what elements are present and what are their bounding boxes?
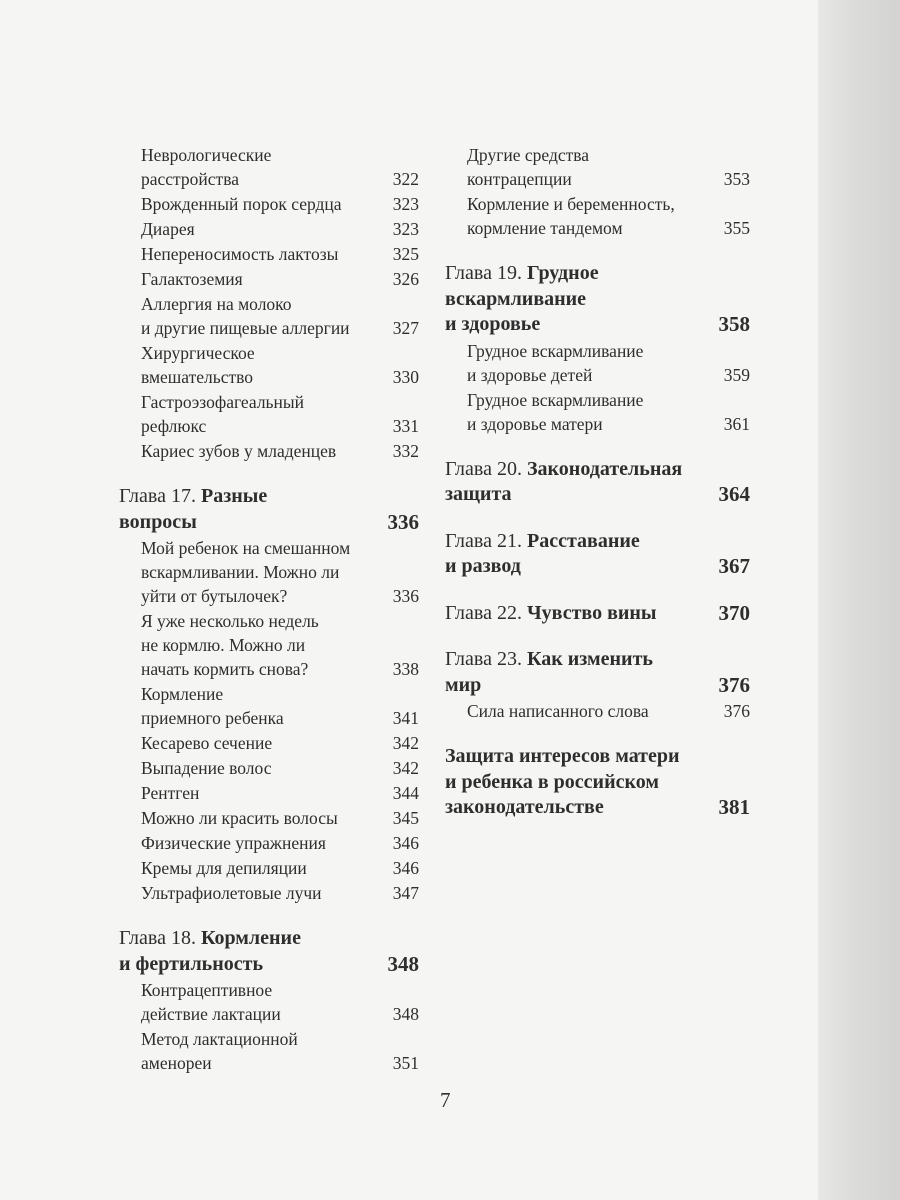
toc-entry-page: 359 <box>723 364 750 385</box>
chapter-title: Кормление и фертильность <box>119 927 301 975</box>
toc-entry-page: 322 <box>392 169 419 189</box>
chapter-heading <box>445 601 750 627</box>
toc-entry <box>141 781 419 805</box>
toc-entry-title: Грудное вскармливание и здоровье матери <box>467 389 644 434</box>
chapter-number: Глава 18. <box>119 927 201 949</box>
toc-entry <box>141 143 419 191</box>
toc-entry-title: Кремы для депиляции <box>141 858 307 878</box>
toc-entry-title: Мой ребенок на смешанном вскармливании. Можно ли уйти от бутылочек? <box>141 538 351 606</box>
toc-entry <box>141 192 419 216</box>
toc-entry-page: 325 <box>392 244 419 264</box>
toc-entry <box>467 699 750 723</box>
toc-entry-page: 338 <box>392 659 419 679</box>
chapter-number: Глава 21. <box>445 529 527 552</box>
toc-entry <box>141 609 419 681</box>
toc-entry-page: 347 <box>392 883 419 903</box>
chapter-heading <box>119 484 419 535</box>
toc-entry <box>141 1027 419 1075</box>
toc-left-column <box>119 143 419 1076</box>
toc-entry-page: 336 <box>392 586 419 606</box>
chapter-heading <box>119 926 419 977</box>
toc-entry-title: Я уже несколько недель не кормлю. Можно ли начать кормить снова? <box>141 611 319 679</box>
toc-entry <box>141 217 419 241</box>
toc-entry-title: Кормление приемного ребенка <box>141 684 284 728</box>
toc-entry-page: 348 <box>392 1004 419 1024</box>
toc-entry-page: 327 <box>392 318 419 338</box>
toc-entry <box>467 143 750 191</box>
chapter-title: Законодательная защита <box>445 457 683 505</box>
chapter-page: 358 <box>718 312 750 336</box>
toc-entry-page: 344 <box>392 783 419 803</box>
toc-entry <box>141 536 419 608</box>
chapter-heading-text <box>445 457 709 508</box>
toc-entry-title: Неврологические расстройства <box>141 145 272 189</box>
chapter-number: Глава 17. <box>119 485 201 507</box>
chapter-page: 348 <box>387 951 419 976</box>
toc-entry-page: 326 <box>392 269 419 289</box>
toc-entry-title: Выпадение волос <box>141 758 272 778</box>
toc-right-column <box>445 143 750 822</box>
toc-entry <box>141 242 419 266</box>
chapter-page: 367 <box>718 554 750 578</box>
toc-entry <box>141 292 419 340</box>
chapter-title: Чувство вины <box>526 601 657 624</box>
toc-entry-page: 351 <box>392 1053 419 1073</box>
toc-entry-page: 346 <box>392 858 419 878</box>
toc-entry <box>141 341 419 389</box>
toc-entry-page: 323 <box>392 194 419 214</box>
chapter-heading-text <box>445 647 709 698</box>
toc-entry-title: Кормление и беременность, кормление тандемом <box>467 194 675 238</box>
toc-entry-page: 342 <box>392 758 419 778</box>
toc-entry-page: 332 <box>392 441 419 461</box>
chapter-title: Расставание и развод <box>445 529 640 577</box>
toc-entry-title: Контрацептивное действие лактации <box>141 980 281 1024</box>
chapter-heading <box>445 744 750 821</box>
toc-entry-page: 376 <box>723 701 750 721</box>
page-number: 7 <box>440 1088 451 1112</box>
toc-entry-title: Ультрафиолетовые лучи <box>141 883 322 903</box>
chapter-heading-text <box>119 484 378 535</box>
toc-entry-page: 323 <box>392 219 419 239</box>
toc-entry <box>141 831 419 855</box>
chapter-page: 376 <box>718 672 750 697</box>
chapter-page: 381 <box>718 795 750 819</box>
toc-entry <box>141 756 419 780</box>
toc-entry-page: 345 <box>392 808 419 828</box>
chapter-heading <box>445 529 750 580</box>
toc-entry-title: Грудное вскармливание и здоровье детей <box>467 340 644 385</box>
toc-entry-title: Галактоземия <box>141 269 243 289</box>
toc-entry <box>141 881 419 905</box>
toc-entry-page: 342 <box>392 733 419 753</box>
chapter-number: Глава 20. <box>445 457 527 480</box>
toc-entry <box>141 390 419 438</box>
toc-entry-title: Другие средства контрацепции <box>467 145 590 189</box>
toc-entry <box>467 339 750 387</box>
toc-entry <box>141 731 419 755</box>
toc-entry <box>141 682 419 730</box>
chapter-heading-text <box>445 261 709 338</box>
chapter-heading-text <box>119 926 378 977</box>
chapter-heading-text <box>445 601 709 627</box>
toc-entry-page: 355 <box>723 218 750 238</box>
chapter-title: Разные вопросы <box>119 485 268 533</box>
chapter-number: Глава 19. <box>445 262 527 284</box>
toc-entry-page: 346 <box>392 833 419 853</box>
toc-entry-title: Непереносимость лактозы <box>141 244 339 264</box>
toc-entry-title: Врожденный порок сердца <box>141 194 342 214</box>
chapter-title: Как изменить мир <box>445 648 653 696</box>
toc-entry <box>141 978 419 1026</box>
chapter-heading-text <box>445 744 709 821</box>
toc-entry <box>141 267 419 291</box>
toc-entry <box>467 388 750 436</box>
toc-entry-page: 330 <box>392 367 419 387</box>
toc-entry-title: Сила написанного слова <box>467 701 649 721</box>
toc-entry-title: Аллергия на молоко и другие пищевые аллергии <box>141 294 350 338</box>
toc-entry-title: Хирургическое вмешательство <box>141 343 255 387</box>
toc-entry-page: 361 <box>723 413 750 434</box>
chapter-heading <box>445 457 750 508</box>
toc-entry-title: Физические упражнения <box>141 833 326 853</box>
chapter-page: 336 <box>387 509 419 534</box>
toc-entry-page: 341 <box>392 708 419 728</box>
toc-entry <box>141 806 419 830</box>
toc-entry <box>141 856 419 880</box>
chapter-number: Глава 22. <box>445 601 527 624</box>
toc-entry-title: Кесарево сечение <box>141 733 273 753</box>
chapter-title: Защита интересов матери и ребенка в российском законодательстве <box>445 745 680 818</box>
toc-entry <box>141 439 419 463</box>
chapter-heading <box>445 261 750 338</box>
toc-entry <box>467 192 750 240</box>
toc-entry-title: Можно ли красить волосы <box>141 808 338 828</box>
chapter-page: 370 <box>718 600 750 625</box>
toc-entry-page: 353 <box>723 169 750 189</box>
chapter-title: Грудное вскармливание и здоровье <box>445 262 599 335</box>
toc-entry-title: Диарея <box>141 219 195 239</box>
toc-entry-title: Кариес зубов у младенцев <box>141 441 337 461</box>
page-edge-shadow <box>818 0 900 1200</box>
chapter-heading-text <box>445 529 709 580</box>
toc-entry-title: Рентген <box>141 783 200 803</box>
toc-entry-title: Гастроэзофагеальный рефлюкс <box>141 392 305 436</box>
toc-entry-page: 331 <box>392 416 419 436</box>
toc-entry-title: Метод лактационной аменореи <box>141 1029 298 1073</box>
chapter-number: Глава 23. <box>445 648 527 670</box>
chapter-page: 364 <box>718 482 750 506</box>
chapter-heading <box>445 647 750 698</box>
